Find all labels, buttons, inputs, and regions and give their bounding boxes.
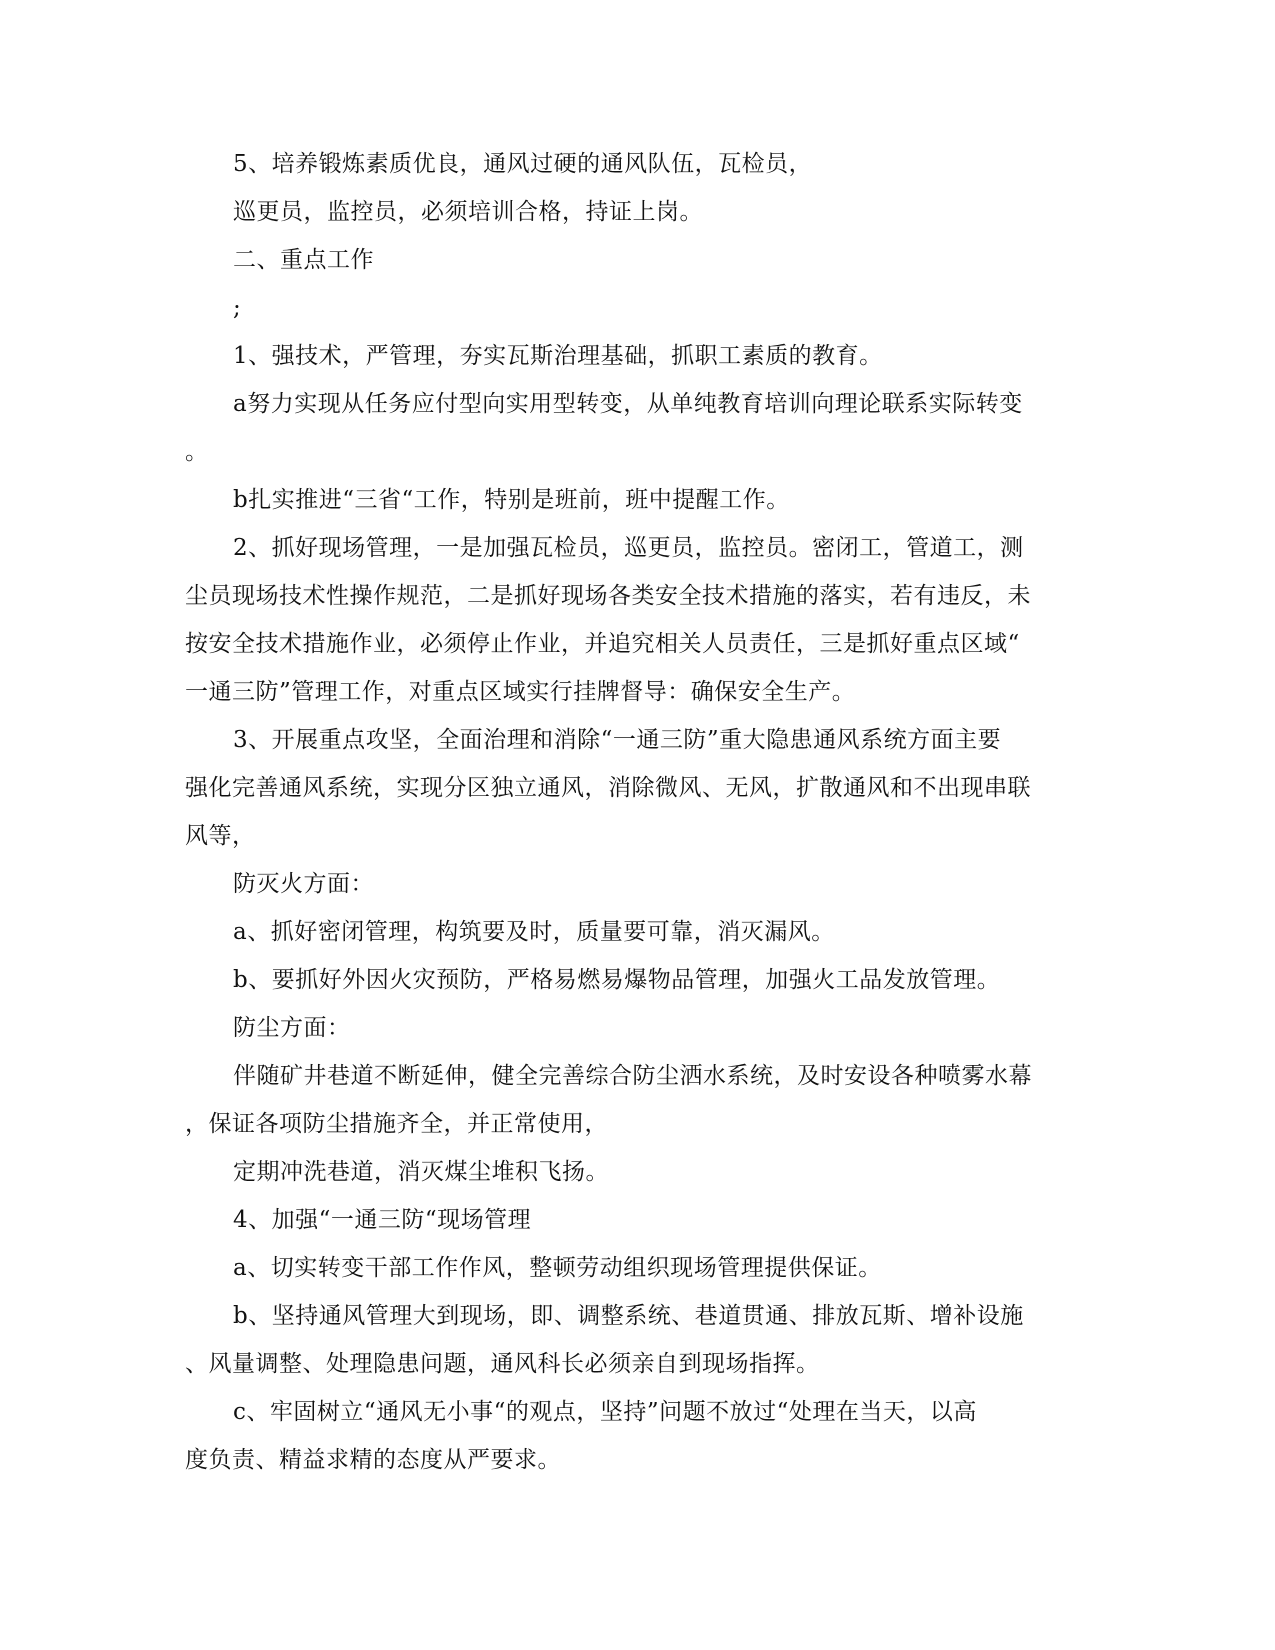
text-line: 按安全技术措施作业，必须停止作业，并追究相关人员责任，三是抓好重点区域“ [185, 631, 1020, 657]
subsection-heading: 防尘方面： [233, 1015, 351, 1041]
text-line: ; [233, 295, 242, 321]
text-line: b扎实推进“三省“工作，特别是班前，班中提醒工作。 [233, 487, 790, 513]
text-line: a、抓好密闭管理，构筑要及时，质量要可靠，消灭漏风。 [233, 919, 835, 945]
document-body [185, 140, 1085, 1484]
text-line: 4、加强“一通三防“现场管理 [233, 1207, 532, 1233]
text-line: 尘员现场技术性操作规范，二是抓好现场各类安全技术措施的落实，若有违反，未 [185, 583, 1031, 609]
text-line: 。 [185, 439, 209, 465]
text-line: 1、强技术，严管理，夯实瓦斯治理基础，抓职工素质的教育。 [233, 343, 883, 369]
text-line: 度负责、精益求精的态度从严要求。 [185, 1447, 561, 1473]
text-line: a、切实转变干部工作作风，整顿劳动组织现场管理提供保证。 [233, 1255, 882, 1281]
text-line: 5、培养锻炼素质优良，通风过硬的通风队伍，瓦检员， [233, 151, 813, 177]
text-line: b、坚持通风管理大到现场，即、调整系统、巷道贯通、排放瓦斯、增补设施 [233, 1303, 1024, 1329]
text-line: 伴随矿井巷道不断延伸，健全完善综合防尘洒水系统，及时安设各种喷雾水幕 [233, 1063, 1032, 1089]
text-line: ，保证各项防尘措施齐全，并正常使用， [185, 1111, 608, 1137]
text-line: 2、抓好现场管理，一是加强瓦检员，巡更员，监控员。密闭工，管道工，测 [233, 535, 1024, 561]
text-line: 定期冲洗巷道，消灭煤尘堆积飞扬。 [233, 1159, 609, 1185]
text-line: 3、开展重点攻坚，全面治理和消除“一通三防”重大隐患通风系统方面主要 [233, 727, 1002, 753]
text-line: b、要抓好外因火灾预防，严格易燃易爆物品管理，加强火工品发放管理。 [233, 967, 1001, 993]
text-line: c、牢固树立“通风无小事“的观点，坚持”问题不放过“处理在当天，以高 [233, 1399, 977, 1425]
subsection-heading: 防灭火方面： [233, 871, 374, 897]
text-line: 巡更员，监控员，必须培训合格，持证上岗。 [233, 199, 703, 225]
text-line: 风等， [185, 823, 256, 849]
section-heading: 二、重点工作 [233, 247, 374, 273]
text-line: 强化完善通风系统，实现分区独立通风，消除微风、无风，扩散通风和不出现串联 [185, 775, 1031, 801]
text-line: a努力实现从任务应付型向实用型转变，从单纯教育培训向理论联系实际转变 [233, 391, 1023, 417]
text-line: 一通三防”管理工作，对重点区域实行挂牌督导：确保安全生产。 [185, 679, 856, 705]
text-line: 、风量调整、处理隐患问题，通风科长必须亲自到现场指挥。 [185, 1351, 820, 1377]
